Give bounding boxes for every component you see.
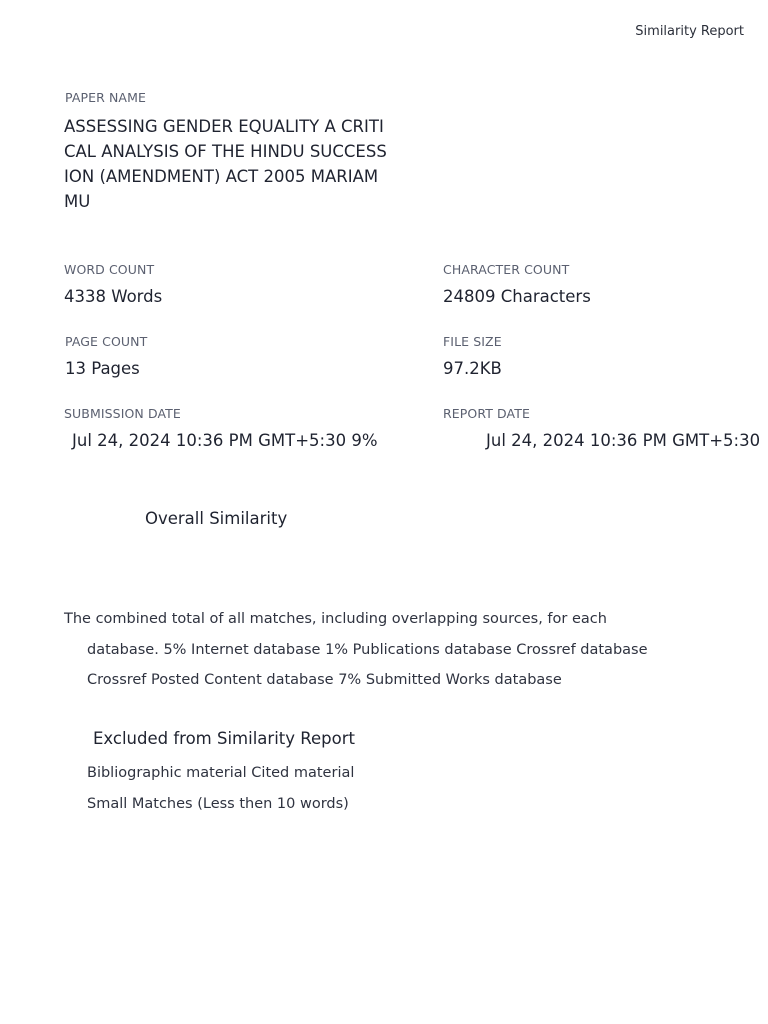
- report-date-label: REPORT DATE: [443, 406, 530, 421]
- excluded-heading: Excluded from Similarity Report: [93, 729, 355, 748]
- page-count-label: PAGE COUNT: [65, 334, 148, 349]
- character-count-label: CHARACTER COUNT: [443, 262, 570, 277]
- report-title: Similarity Report: [635, 24, 744, 39]
- overall-similarity-heading: Overall Similarity: [145, 509, 288, 528]
- report-date-value: Jul 24, 2024 10:36 PM GMT+5:30: [486, 431, 761, 450]
- paper-name-line: MU: [64, 192, 91, 211]
- paper-name-line: CAL ANALYSIS OF THE HINDU SUCCESS: [64, 142, 387, 161]
- paper-name-line: ION (AMENDMENT) ACT 2005 MARIAM: [64, 167, 379, 186]
- word-count-label: WORD COUNT: [64, 262, 155, 277]
- similarity-description-line: Crossref Posted Content database 7% Submitted Works database: [87, 672, 562, 688]
- file-size-label: FILE SIZE: [443, 334, 502, 349]
- excluded-item-line: Small Matches (Less then 10 words): [87, 796, 349, 812]
- paper-name-value: [64, 114, 394, 214]
- file-size-value: 97.2KB: [443, 359, 502, 378]
- page-count-value: 13 Pages: [65, 359, 140, 378]
- paper-name-label: PAPER NAME: [65, 90, 146, 105]
- similarity-description-line: database. 5% Internet database 1% Publications database Crossref database: [87, 642, 648, 658]
- excluded-item-line: Bibliographic material Cited material: [87, 765, 355, 781]
- submission-date-label: SUBMISSION DATE: [64, 406, 181, 421]
- character-count-value: 24809 Characters: [443, 287, 591, 306]
- paper-name-line: ASSESSING GENDER EQUALITY A CRITI: [64, 117, 384, 136]
- submission-date-value: Jul 24, 2024 10:36 PM GMT+5:30 9%: [72, 431, 378, 450]
- similarity-description-line: The combined total of all matches, including overlapping sources, for each: [64, 611, 607, 627]
- word-count-value: 4338 Words: [64, 287, 163, 306]
